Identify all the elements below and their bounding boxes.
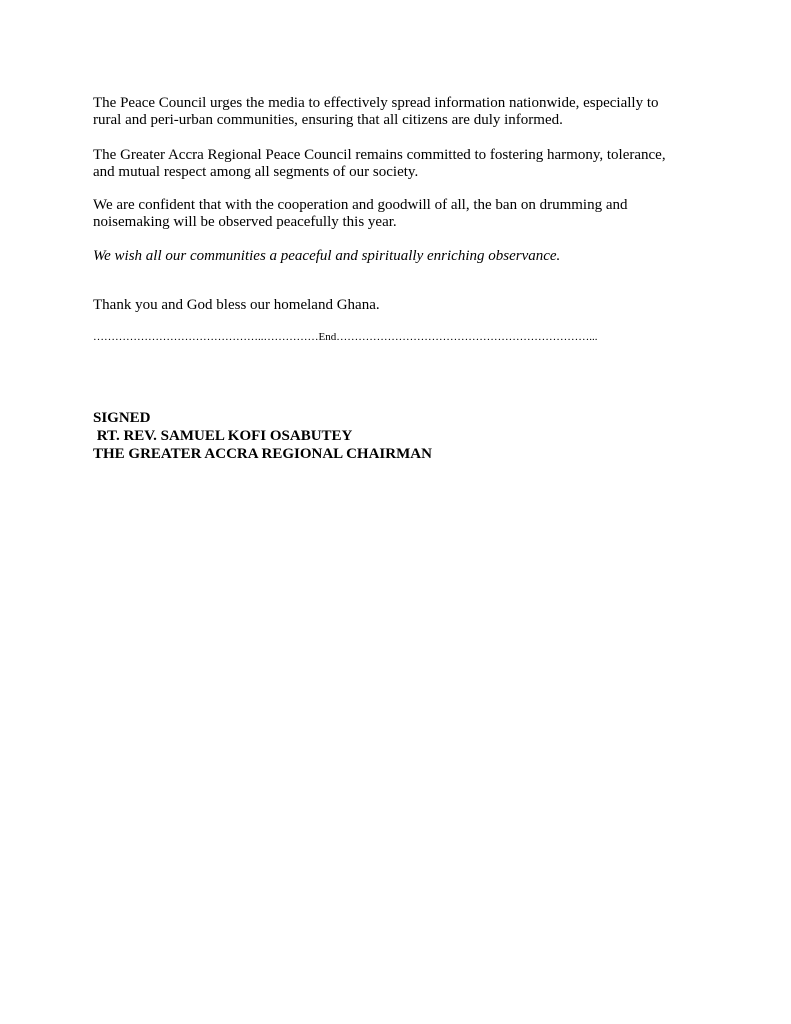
- paragraph-thanks: [93, 297, 733, 314]
- paragraph-line: rural and peri-urban communities, ensuring that all citizens are duly informed.: [93, 112, 563, 128]
- paragraph-commitment: [93, 147, 733, 181]
- paragraph-line: The Greater Accra Regional Peace Council remains committed to fostering harmony, tolerance,: [93, 147, 666, 163]
- paragraph-line: Thank you and God bless our homeland Ghana.: [93, 297, 380, 313]
- paragraph-media-urge: [93, 95, 733, 129]
- signatory-name: RT. REV. SAMUEL KOFI OSABUTEY: [93, 428, 353, 444]
- paragraph-line: The Peace Council urges the media to effectively spread information nationwide, especially to: [93, 95, 659, 111]
- paragraph-line: We wish all our communities a peaceful and spiritually enriching observance.: [93, 248, 561, 264]
- end-divider: ………………………………………..……………End……………………………………………………………...: [93, 331, 598, 343]
- paragraph-line: and mutual respect among all segments of our society.: [93, 164, 419, 180]
- paragraph-wishes: [93, 248, 733, 265]
- paragraph-line: noisemaking will be observed peacefully this year.: [93, 214, 397, 230]
- paragraph-confidence: [93, 197, 733, 231]
- signature-signed: SIGNED: [93, 410, 151, 426]
- paragraph-line: We are confident that with the cooperation and goodwill of all, the ban on drumming and: [93, 197, 628, 213]
- signatory-title: THE GREATER ACCRA REGIONAL CHAIRMAN: [93, 446, 432, 462]
